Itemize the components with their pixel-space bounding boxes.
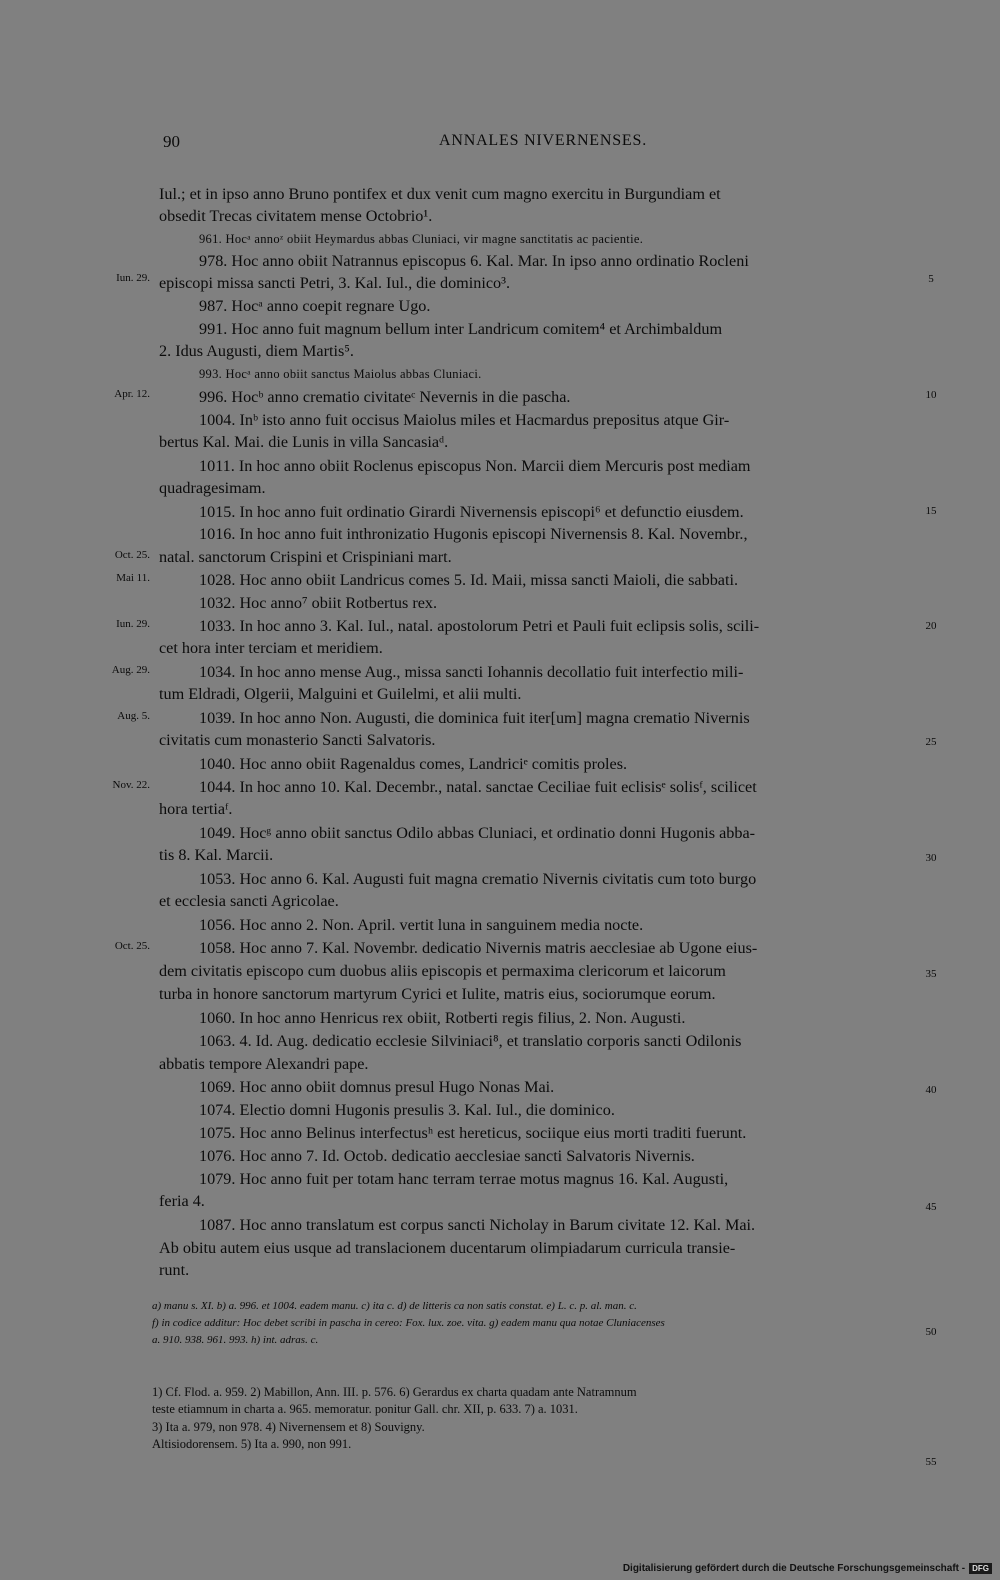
margin-date: Apr. 12. [114,388,150,400]
text-line: 1034. In hoc anno mense Aug., missa sancti Iohannis decollatio fuit interfectio mili- [199,663,744,681]
reference-line: Altisiodorensem. 5) Ita a. 990, non 991. [152,1437,352,1451]
page-number: 90 [163,132,180,151]
variant-note-line: f) in codice additur: Hoc debet scribi in pascha in cereo: Fox. lux. zoe. vita. g) eadem manu qua notae Cluniacenses [152,1317,665,1329]
text-line: 1063. 4. Id. Aug. dedicatio ecclesie Silviniaci⁸, et translatio corporis sancti Odilonis [199,1032,742,1050]
text-line: obsedit Trecas civitatem mense Octobrio¹. [159,207,433,225]
line-number: 30 [925,852,937,864]
text-line: civitatis cum monasterio Sancti Salvatoris. [159,731,436,749]
text-line: quadragesimam. [159,479,266,497]
text-line: tum Eldradi, Olgerii, Malguini et Guilelmi, et alii multi. [159,685,522,703]
variant-note-line: a. 910. 938. 961. 993. h) int. adras. c. [152,1334,319,1346]
line-number: 5 [928,273,934,285]
reference-line: 3) Ita a. 979, non 978. 4) Nivernensem et 8) Souvigny. [152,1420,425,1434]
text-line: 1033. In hoc anno 3. Kal. Iul., natal. apostolorum Petri et Pauli fuit eclipsis solis, scili- [199,617,760,635]
text-line: bertus Kal. Mai. die Lunis in villa Sancasiaᵈ. [159,433,449,451]
text-line: 1016. In hoc anno fuit inthronizatio Hugonis episcopi Nivernensis 8. Kal. Novembr., [199,525,748,543]
text-line: tis 8. Kal. Marcii. [159,846,274,864]
credit-text: Digitalisierung gefördert durch die Deutsche Forschungsgemeinschaft - [622,1563,966,1574]
text-line: hora tertiaᶠ. [159,800,233,818]
text-line: 1039. In hoc anno Non. Augusti, die dominica fuit iter[um] magna crematio Nivernis [199,709,750,727]
text-line: 1040. Hoc anno obiit Ragenaldus comes, Landriciᵉ comitis proles. [199,755,628,773]
line-number: 25 [925,736,937,748]
variant-note-line: a) manu s. XI. b) a. 996. et 1004. eadem manu. c) ita c. d) de litteris ca non satis constat. e) L. c. p. al. man. c. [152,1300,637,1312]
line-number: 10 [925,389,937,401]
margin-date: Aug. 5. [117,710,150,722]
dfg-logo-icon: DFG [969,1563,992,1574]
text-line: 1053. Hoc anno 6. Kal. Augusti fuit magna crematio Nivernis civitatis cum toto burgo [199,870,757,888]
line-number: 50 [925,1326,937,1338]
line-number: 15 [925,505,937,517]
text-line: natal. sanctorum Crispini et Crispiniani mart. [159,548,452,566]
margin-date: Iun. 29. [116,272,150,284]
margin-date: Aug. 29. [111,664,150,676]
digitization-credit [623,1563,992,1574]
text-line: et ecclesia sancti Agricolae. [159,892,339,910]
text-line: 1058. Hoc anno 7. Kal. Novembr. dedicatio Nivernis matris aecclesiae ab Ugone eius- [199,939,758,957]
page-header [163,132,923,156]
text-line: Ab obitu autem eius usque ad translacionem ducentarum olimpiadarum curricula transie- [159,1239,736,1257]
text-line: 1074. Electio domni Hugonis presulis 3. Kal. Iul., die dominico. [199,1101,615,1119]
text-line: 1011. In hoc anno obiit Roclenus episcopus Non. Marcii diem Mercuris post mediam [199,457,751,475]
text-line: 978. Hoc anno obiit Natrannus episcopus 6. Kal. Mar. In ipso anno ordinatio Rocleni [199,252,749,270]
text-line: 1076. Hoc anno 7. Id. Octob. dedicatio aecclesiae sancti Salvatoris Nivernis. [199,1147,695,1165]
text-line: 1032. Hoc anno⁷ obiit Rotbertus rex. [199,594,438,612]
text-line: Iul.; et in ipso anno Bruno pontifex et dux venit cum magno exercitu in Burgundiam et [159,185,721,203]
text-line: cet hora inter terciam et meridiem. [159,639,383,657]
text-line: abbatis tempore Alexandri pape. [159,1055,369,1073]
line-number: 20 [925,620,937,632]
line-number: 45 [925,1201,937,1213]
text-line: 1028. Hoc anno obiit Landricus comes 5. Id. Maii, missa sancti Maioli, die sabbati. [199,571,739,589]
margin-date: Iun. 29. [116,618,150,630]
reference-line: 1) Cf. Flod. a. 959. 2) Mabillon, Ann. III. p. 576. 6) Gerardus ex charta quadam ante Natramnum [152,1385,637,1399]
reference-line: teste etiamnum in charta a. 965. memoratur. ponitur Gall. chr. XII, p. 633. 7) a. 1031. [152,1402,578,1416]
text-line: 1044. In hoc anno 10. Kal. Decembr., natal. sanctae Ceciliae fuit eclisisᵉ solisᶠ, scilicet [199,778,757,796]
text-line: 1075. Hoc anno Belinus interfectusʰ est hereticus, sociique eius morti traditi fuerunt. [199,1124,747,1142]
text-line: 987. Hocᵃ anno coepit regnare Ugo. [199,297,431,315]
line-number: 35 [925,968,937,980]
text-line: 993. Hocᵃ anno obiit sanctus Maiolus abbas Cluniaci. [199,367,482,381]
margin-date: Mai 11. [116,572,150,584]
line-number: 40 [925,1084,937,1096]
text-line: 2. Idus Augusti, diem Martis⁵. [159,342,354,360]
margin-date: Oct. 25. [114,549,150,561]
text-line: turba in honore sanctorum martyrum Cyrici et Iulite, matris eius, sociorumque eorum. [159,985,716,1003]
running-title: ANNALES NIVERNENSES. [439,132,647,149]
margin-date: Nov. 22. [112,779,150,791]
text-line: 1079. Hoc anno fuit per totam hanc terram terrae motus magnus 16. Kal. Augusti, [199,1170,729,1188]
text-line: 1060. In hoc anno Henricus rex obiit, Rotberti regis filius, 2. Non. Augusti. [199,1009,686,1027]
text-line: 1004. Inᵇ isto anno fuit occisus Maiolus miles et Hacmardus prepositus atque Gir- [199,411,730,429]
text-line: 1056. Hoc anno 2. Non. April. vertit luna in sanguinem media nocte. [199,916,644,934]
text-line: episcopi missa sancti Petri, 3. Kal. Iul., die dominico³. [159,274,511,292]
text-line: dem civitatis episcopo cum duobus aliis episcopis et permaxima clericorum et laicorum [159,962,726,980]
text-line: runt. [159,1261,190,1279]
line-number: 55 [925,1456,937,1468]
text-line: 996. Hocᵇ anno crematio civitateᶜ Nevernis in die pascha. [199,388,571,406]
text-line: 1069. Hoc anno obiit domnus presul Hugo Nonas Mai. [199,1078,555,1096]
margin-date: Oct. 25. [114,940,150,952]
text-line: 1087. Hoc anno translatum est corpus sancti Nicholay in Barum civitate 12. Kal. Mai. [199,1216,756,1234]
text-line: 961. Hocᵃ annoᶻ obiit Heymardus abbas Cluniaci, vir magne sanctitatis ac pacientie. [199,232,644,246]
text-line: 1015. In hoc anno fuit ordinatio Girardi Nivernensis episcopi⁶ et defunctio eiusdem. [199,503,744,521]
text-line: 991. Hoc anno fuit magnum bellum inter Landricum comitem⁴ et Archimbaldum [199,320,723,338]
text-line: 1049. Hocᵍ anno obiit sanctus Odilo abbas Cluniaci, et ordinatio donni Hugonis abba- [199,824,756,842]
text-line: feria 4. [159,1192,205,1210]
